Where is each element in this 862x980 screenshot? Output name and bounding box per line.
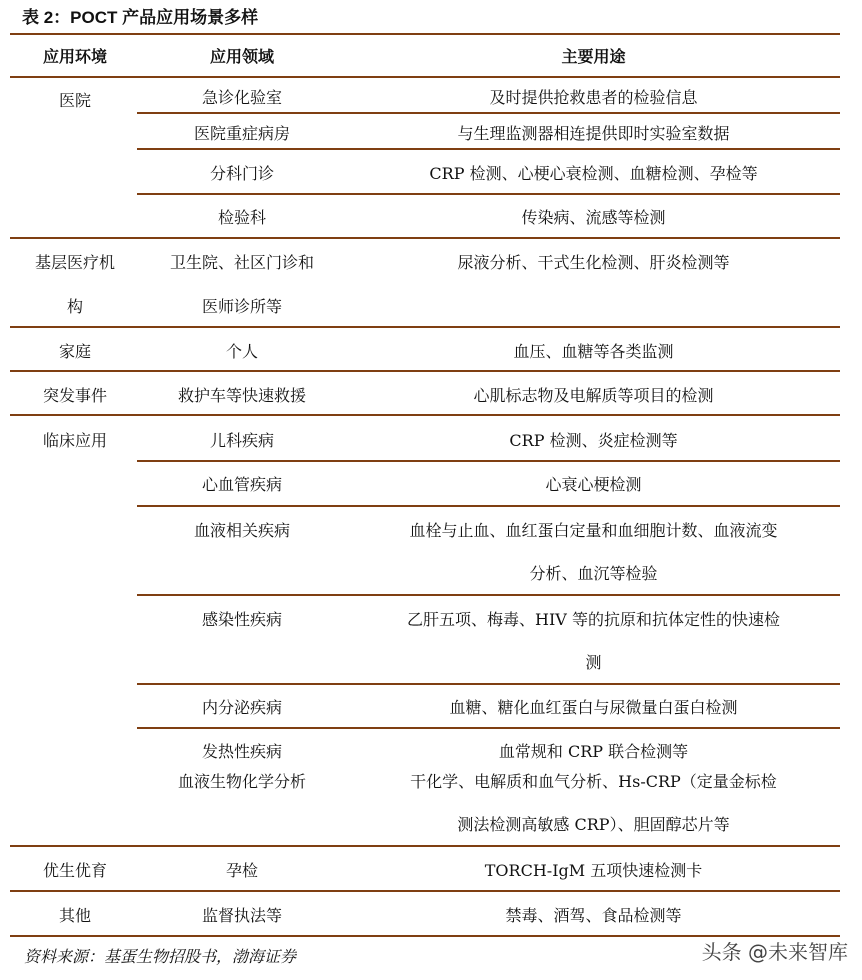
cell-use: 血糖、糖化血红蛋白与尿微量白蛋白检测 (449, 698, 738, 717)
cell-field: 医院重症病房 (193, 124, 290, 143)
cell-field: 儿科疾病 (209, 431, 274, 450)
cell-use: 血常规和 CRP 联合检测等 (498, 742, 689, 761)
divider (137, 683, 840, 685)
cell-field: 卫生院、社区门诊和 (169, 253, 314, 272)
divider (137, 112, 840, 114)
source-note: 资料来源：基蛋生物招股书，渤海证券 (24, 947, 297, 966)
cell-use: 心肌标志物及电解质等项目的检测 (473, 386, 714, 405)
cell-use: CRP 检测、炎症检测等 (509, 431, 678, 450)
cell-field: 孕检 (225, 861, 258, 880)
cell-env: 优生优育 (42, 861, 107, 880)
divider (10, 414, 840, 416)
cell-use: 分析、血沉等检验 (529, 564, 658, 583)
divider (137, 148, 840, 150)
divider (137, 505, 840, 507)
cell-use: 尿液分析、干式生化检测、肝炎检测等 (457, 253, 730, 272)
cell-field: 发热性疾病 (201, 742, 282, 761)
table-title: 表 2：POCT 产品应用场景多样 (22, 8, 259, 27)
cell-use: 测法检测高敏感 CRP）、胆固醇芯片等 (457, 815, 730, 834)
cell-use: 禁毒、酒驾、食品检测等 (505, 906, 682, 925)
divider (10, 33, 840, 35)
divider (10, 237, 840, 239)
cell-env: 构 (66, 297, 83, 316)
cell-field: 内分泌疾病 (201, 698, 282, 717)
cell-field: 心血管疾病 (201, 475, 282, 494)
divider (10, 890, 840, 892)
cell-field: 急诊化验室 (201, 88, 282, 107)
watermark: 头条 @未来智库 (701, 940, 848, 964)
cell-env: 其他 (58, 906, 91, 925)
divider (10, 370, 840, 372)
cell-use: 及时提供抢救患者的检验信息 (489, 88, 698, 107)
divider (137, 594, 840, 596)
cell-use: 血压、血糖等各类监测 (513, 342, 674, 361)
cell-env: 家庭 (58, 342, 91, 361)
divider (10, 326, 840, 328)
cell-use: 与生理监测器相连提供即时实验室数据 (457, 124, 730, 143)
cell-field: 血液生物化学分析 (177, 772, 306, 791)
header-use: 主要用途 (561, 47, 626, 66)
header-field: 应用领域 (209, 47, 274, 66)
cell-use: 心衰心梗检测 (545, 475, 642, 494)
divider (137, 193, 840, 195)
cell-field: 救护车等快速救援 (177, 386, 306, 405)
cell-field: 血液相关疾病 (193, 521, 290, 540)
cell-field: 个人 (225, 342, 258, 361)
cell-use: 传染病、流感等检测 (521, 208, 666, 227)
cell-env: 临床应用 (42, 431, 107, 450)
cell-env: 医院 (58, 91, 91, 110)
header-env: 应用环境 (42, 47, 107, 66)
divider (137, 727, 840, 729)
cell-field: 医师诊所等 (201, 297, 282, 316)
cell-field: 监督执法等 (201, 906, 282, 925)
cell-use: TORCH-IgM 五项快速检测卡 (484, 861, 703, 880)
cell-use: 测 (585, 653, 602, 672)
divider (137, 460, 840, 462)
cell-field: 感染性疾病 (201, 610, 282, 629)
cell-use: CRP 检测、心梗心衰检测、血糖检测、孕检等 (429, 164, 758, 183)
cell-use: 干化学、电解质和血气分析、Hs-CRP（定量金标检 (410, 772, 777, 791)
cell-use: 血栓与止血、血红蛋白定量和血细胞计数、血液流变 (409, 521, 778, 540)
divider (10, 845, 840, 847)
cell-env: 基层医疗机 (34, 253, 115, 272)
divider (10, 76, 840, 78)
cell-env: 突发事件 (42, 386, 107, 405)
cell-field: 分科门诊 (209, 164, 274, 183)
cell-field: 检验科 (217, 208, 266, 227)
cell-use: 乙肝五项、梅毒、HIV 等的抗原和抗体定性的快速检 (407, 610, 780, 629)
